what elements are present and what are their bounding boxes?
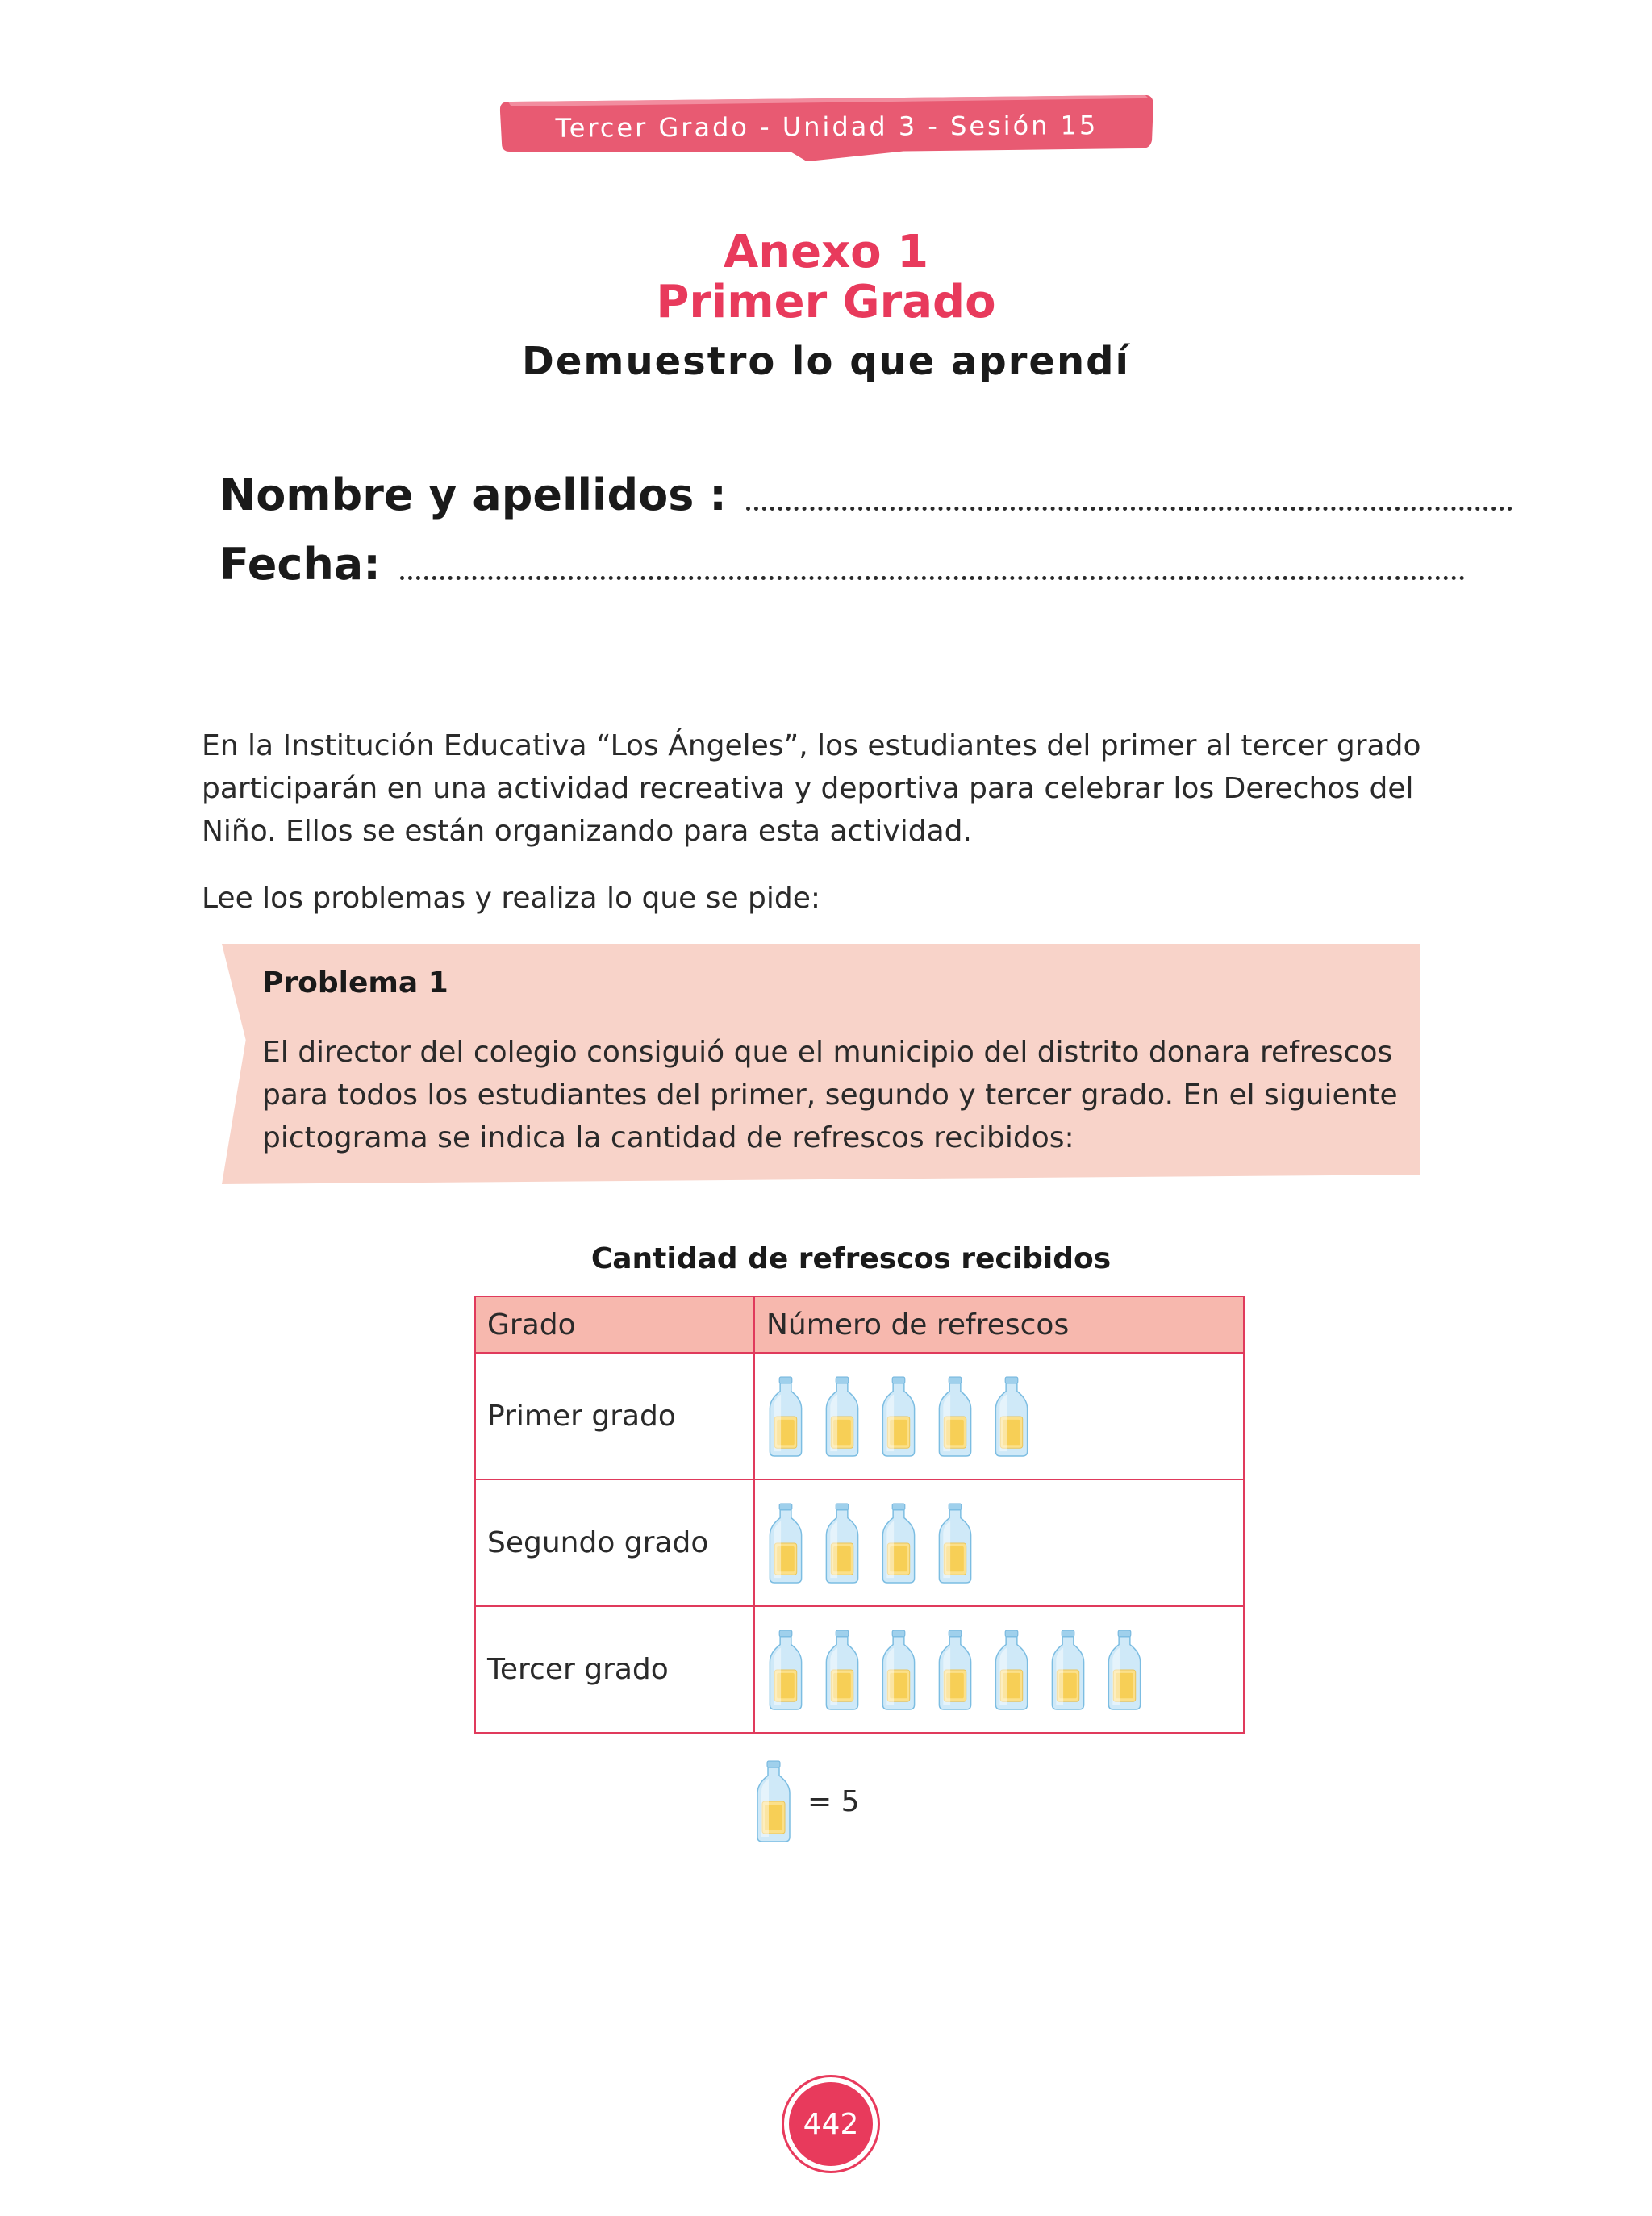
name-field — [219, 469, 1512, 520]
date-field — [219, 539, 1465, 590]
row-label: Tercer grado — [475, 1606, 754, 1733]
row-icons — [754, 1479, 1244, 1606]
date-input-line[interactable] — [400, 576, 1465, 580]
row-label: Segundo grado — [475, 1479, 754, 1606]
pictogram-title: Cantidad de refrescos recibidos — [590, 1242, 1112, 1275]
table-header-row — [475, 1296, 1244, 1353]
bottle-icon — [823, 1629, 861, 1711]
bottle-icon — [766, 1375, 805, 1458]
row-label: Primer grado — [475, 1353, 754, 1479]
instruction-text: Lee los problemas y realiza lo que se pide: — [202, 882, 821, 915]
bottle-icon — [823, 1502, 861, 1584]
bottle-group — [766, 1629, 1232, 1711]
table-row — [475, 1353, 1244, 1479]
header-banner-text: Tercer Grado - Unidad 3 - Sesión 15 — [555, 110, 1099, 144]
page-subtitle: Demuestro lo que aprendí — [522, 339, 1130, 384]
bottle-icon — [992, 1629, 1031, 1711]
pictogram-table — [474, 1296, 1245, 1734]
problem-text: El director del colegio consiguió que el municipio del distrito donara refrescos para todos los estudiantes del primer, segundo y tercer grado. En el siguiente pictograma se indica la cantidad de refrescos recibidos: — [262, 1036, 1398, 1154]
legend-value: = 5 — [807, 1784, 860, 1818]
row-icons — [754, 1606, 1244, 1733]
bottle-icon — [879, 1502, 918, 1584]
intro-paragraph: En la Institución Educativa “Los Ángeles”, los estudiantes del primer al tercer grado participarán en una actividad recreativa y deportiva para celebrar los Derechos del Niño. Ellos se están organizando para esta actividad. — [202, 729, 1421, 848]
grade-title: Primer Grado — [656, 276, 996, 328]
problem-title: Problema 1 — [262, 966, 448, 999]
bottle-icon — [992, 1375, 1031, 1458]
name-input-line[interactable] — [746, 507, 1512, 511]
name-label: Nombre y apellidos : — [219, 469, 727, 520]
annex-title: Anexo 1 — [723, 226, 929, 278]
header-count: Número de refrescos — [754, 1296, 1244, 1353]
bottle-icon — [879, 1375, 918, 1458]
bottle-icon — [936, 1629, 974, 1711]
date-label: Fecha: — [219, 539, 381, 590]
bottle-icon — [1105, 1629, 1144, 1711]
table-row — [475, 1479, 1244, 1606]
bottle-icon — [936, 1375, 974, 1458]
pictogram-legend — [754, 1759, 860, 1844]
header-grade: Grado — [475, 1296, 754, 1353]
bottle-group — [766, 1375, 1232, 1458]
row-icons — [754, 1353, 1244, 1479]
bottle-icon — [936, 1502, 974, 1584]
bottle-group — [766, 1502, 1232, 1584]
bottle-icon — [1049, 1629, 1087, 1711]
header-banner — [500, 95, 1153, 166]
table-row — [475, 1606, 1244, 1733]
bottle-icon — [754, 1759, 793, 1844]
bottle-icon — [823, 1375, 861, 1458]
bottle-icon — [766, 1502, 805, 1584]
page-number: 442 — [784, 2077, 878, 2171]
bottle-icon — [879, 1629, 918, 1711]
bottle-icon — [766, 1629, 805, 1711]
